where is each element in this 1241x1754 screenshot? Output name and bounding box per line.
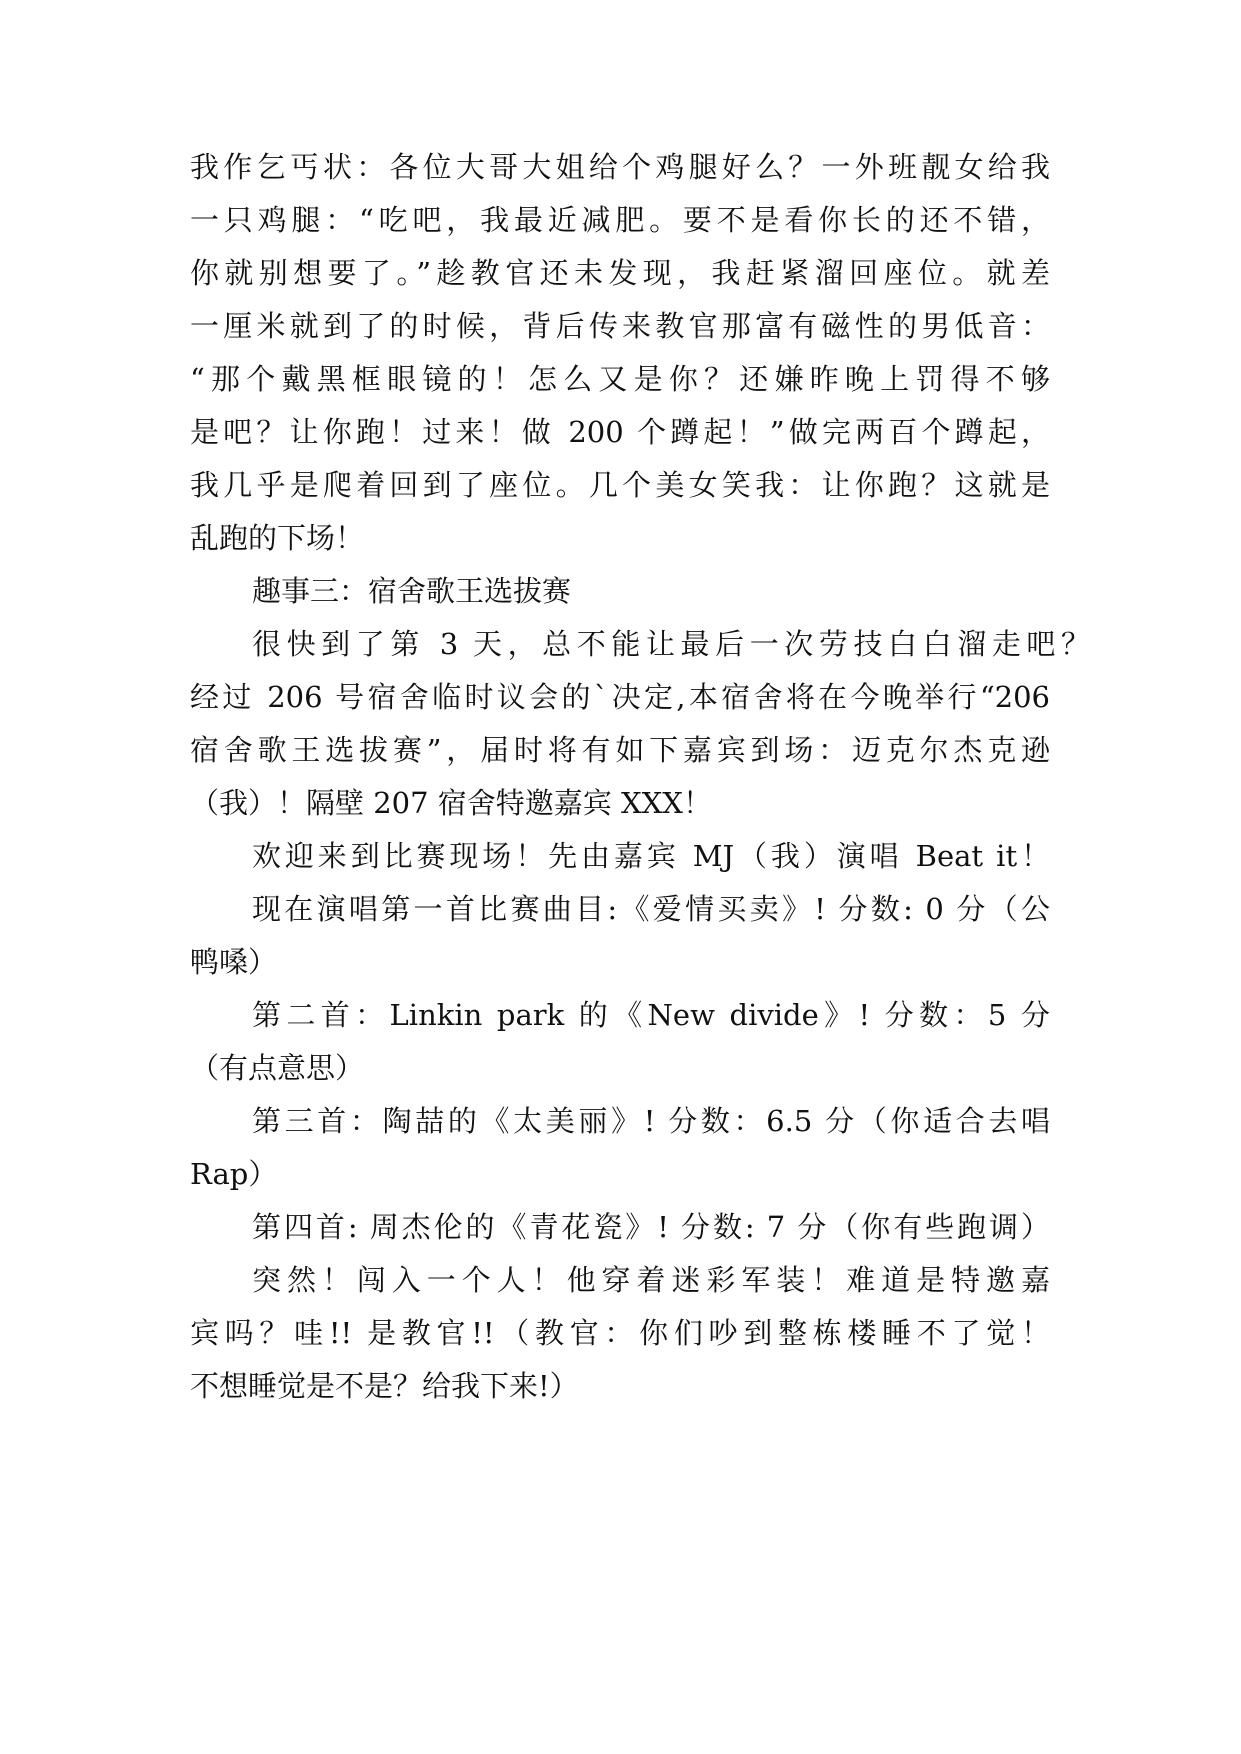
paragraph-line: Rap）: [190, 1157, 278, 1191]
paragraph-line: 很快到了第 3 天，总不能让最后一次劳技白白溜走吧？: [252, 627, 1090, 661]
paragraph-line: 一只鸡腿：“吃吧，我最近减肥。要不是看你长的还不错，: [190, 203, 1050, 237]
paragraph-line: 我几乎是爬着回到了座位。几个美女笑我：让你跑？这就是: [190, 468, 1050, 502]
paragraph-line: 乱跑的下场！: [190, 521, 365, 555]
section-heading: 趣事三：宿舍歌王选拔赛: [252, 574, 572, 608]
paragraph-line: 一厘米就到了的时候，背后传来教官那富有磁性的男低音：: [190, 309, 1050, 343]
paragraph-line: “那个戴黑框眼镜的！怎么又是你？还嫌昨晚上罚得不够: [190, 362, 1050, 396]
paragraph-line: 你就别想要了。”趁教官还未发现，我赶紧溜回座位。就差: [190, 256, 1050, 290]
paragraph-line: 突然！闯入一个人！他穿着迷彩军装！难道是特邀嘉: [252, 1263, 1050, 1297]
paragraph-line: 是吧？让你跑！过来！做 200 个蹲起！”做完两百个蹲起，: [190, 415, 1050, 449]
paragraph-line: 现在演唱第一首比赛曲目:《爱情买卖》! 分数: 0 分（公: [252, 892, 1050, 926]
paragraph-line: 第三首：陶喆的《太美丽》! 分数：6.5 分（你适合去唱: [252, 1104, 1050, 1138]
paragraph-line: 鸭嗓）: [190, 945, 278, 979]
paragraph-line: 不想睡觉是不是？给我下来!）: [190, 1369, 579, 1403]
paragraph-line: 第四首: 周杰伦的《青花瓷》! 分数: 7 分（你有些跑调）: [252, 1210, 1050, 1244]
paragraph-line: 宿舍歌王选拔赛”，届时将有如下嘉宾到场：迈克尔杰克逊: [190, 733, 1050, 767]
paragraph-line: （我）！隔壁 207 宿舍特邀嘉宾 XXX！: [190, 786, 712, 820]
paragraph-line: 第二首：Linkin park 的《New divide》! 分数：5 分: [252, 998, 1050, 1032]
paragraph-line: 宾吗？哇!! 是教官!!（教官：你们吵到整栋楼睡不了觉！: [190, 1316, 1050, 1350]
paragraph-line: 欢迎来到比赛现场！先由嘉宾 MJ（我）演唱 Beat it！: [252, 839, 1050, 873]
paragraph-line: （有点意思）: [190, 1051, 365, 1085]
paragraph-line: 我作乞丐状：各位大哥大姐给个鸡腿好么？一外班靓女给我: [190, 150, 1050, 184]
paragraph-line: 经过 206 号宿舍临时议会的`决定,本宿舍将在今晚举行“206: [190, 680, 1050, 714]
